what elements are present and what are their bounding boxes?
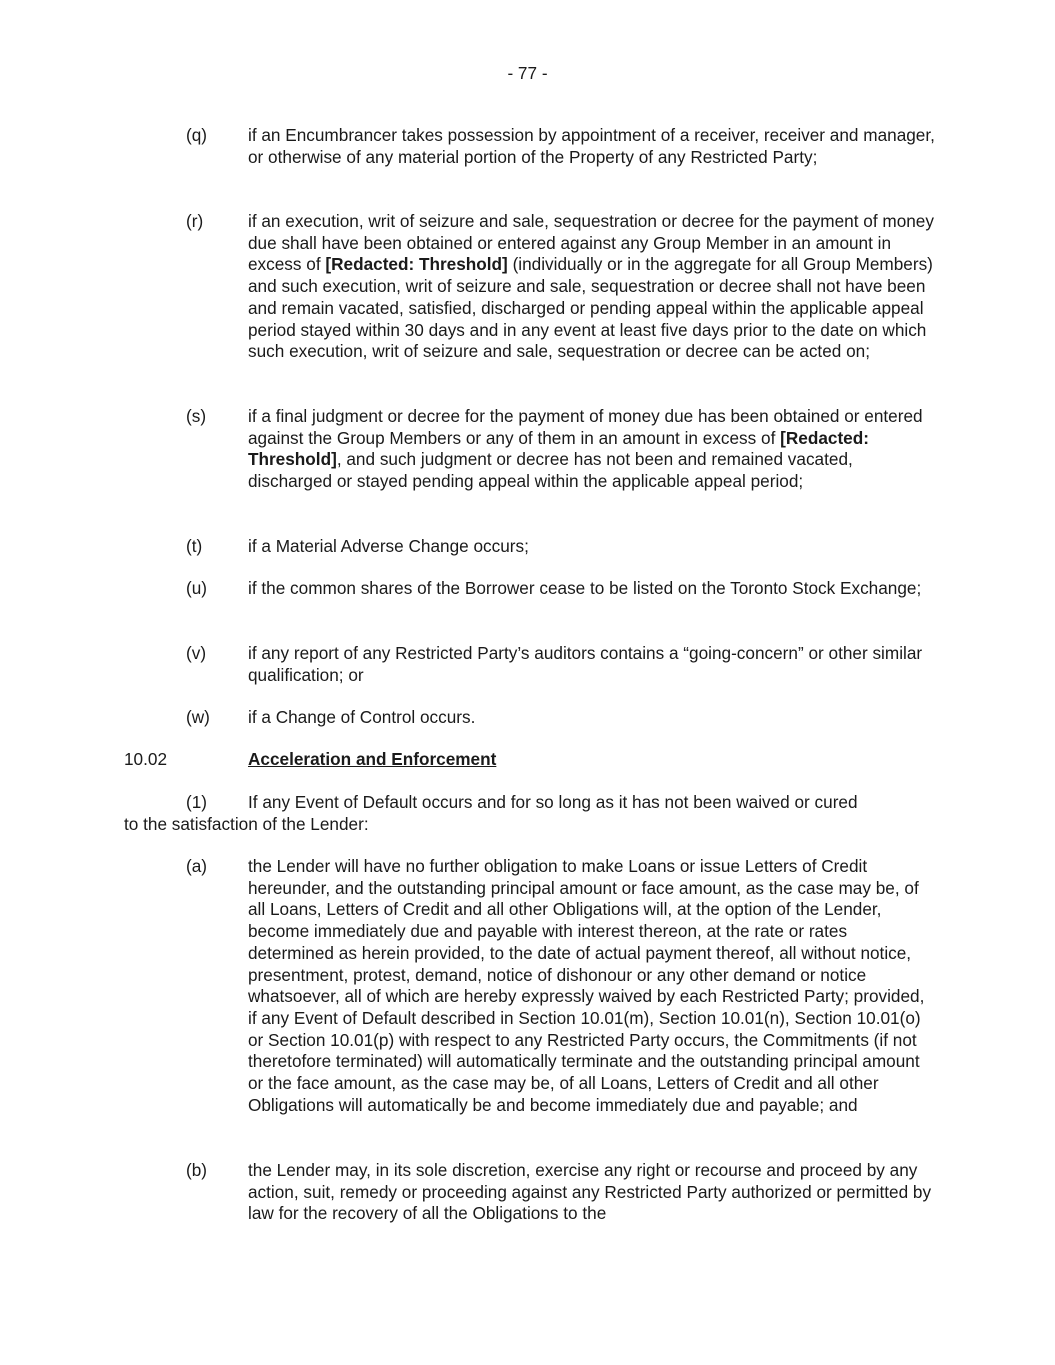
item-label: (u): [186, 578, 208, 598]
page-number: - 77 -: [507, 63, 548, 83]
item-label: (s): [186, 406, 207, 426]
item-label: (q): [186, 125, 208, 145]
item-text-part: if a final judgment or decree for the payment of money due has been obtained or entered against the Group Members or any of them in an amount in excess of: [248, 406, 923, 448]
item-text: [248, 211, 936, 363]
item-label: (w): [186, 707, 210, 727]
section-title: Acceleration and Enforcement: [248, 749, 497, 769]
item-text: if a Change of Control occurs.: [248, 707, 476, 727]
item-label: (a): [186, 856, 208, 876]
paragraph-1: [124, 792, 936, 835]
item-text: the Lender will have no further obligation to make Loans or issue Letters of Credit hereunder, and the outstanding principal amount or face amount, as the case may be, of all Loans, Letters of Credit and all other Obligations will, at the option of the Lender, become immediately due and payable with interest thereon, at the rate or rates determined as herein provided, to the date of actual payment thereof, all without notice, presentment, protest, demand, notice of dishonour or any other demand or notice whatsoever, all of which are hereby expressly waived by each Restricted Party; provided, if any Event of Default described in Section 10.01(m), Section 10.01(n), Section 10.01(o) or Section 10.01(p) with respect to any Restricted Party occurs, the Commitments (if not theretofore terminated) will automatically terminate and the outstanding principal amount or the face amount, as the case may be, of all Loans, Letters of Credit and all other Obligations will automatically be and become immediately due and payable; and: [248, 856, 925, 1115]
item-text-part: (individually or in the aggregate for all Group Members) and such execution, writ of seizure and sale, sequestration or decree shall not have been and remain vacated, satisfied, discharged or pending appeal within the applicable appeal period stayed within 30 days and in any event at least five days prior to the date on which such execution, writ of seizure and sale, sequestration or decree can be acted on;: [248, 254, 933, 362]
item-text: if a Material Adverse Change occurs;: [248, 536, 529, 556]
item-text: if any report of any Restricted Party’s auditors contains a “going-concern” or other similar qualification; or: [248, 643, 923, 685]
item-text: if the common shares of the Borrower cease to be listed on the Toronto Stock Exchange;: [248, 578, 922, 598]
paragraph-text-line: to the satisfaction of the Lender:: [124, 813, 369, 834]
item-label: (v): [186, 643, 207, 663]
item-text-part: if an execution, writ of seizure and sale, sequestration or decree for the payment of money due shall have been obtained or entered against any Group Member in an amount in excess of: [248, 211, 934, 275]
item-label: (b): [186, 1160, 208, 1180]
redacted-threshold: [Redacted: Threshold]: [325, 254, 508, 275]
paragraph-text-line: If any Event of Default occurs and for so long as it has not been waived or cured: [248, 792, 858, 812]
paragraph-text: [124, 792, 936, 835]
redacted-threshold: [Redacted: Threshold]: [248, 427, 869, 470]
item-text: the Lender may, in its sole discretion, exercise any right or recourse and proceed by any action, suit, remedy or proceeding against any Restricted Party authorized or permitted by law for the recovery of all the Obligations to the: [248, 1160, 932, 1224]
item-text: [248, 406, 936, 493]
item-label: (r): [186, 211, 204, 231]
paragraph-number: (1): [186, 792, 208, 812]
item-label: (t): [186, 536, 203, 556]
item-text-part: , and such judgment or decree has not been and remained vacated, discharged or stayed pending appeal within the applicable appeal period;: [248, 449, 853, 492]
section-number: 10.02: [124, 749, 168, 769]
item-text: if an Encumbrancer takes possession by appointment of a receiver, receiver and manager, or otherwise of any material portion of the Property of any Restricted Party;: [248, 125, 935, 167]
